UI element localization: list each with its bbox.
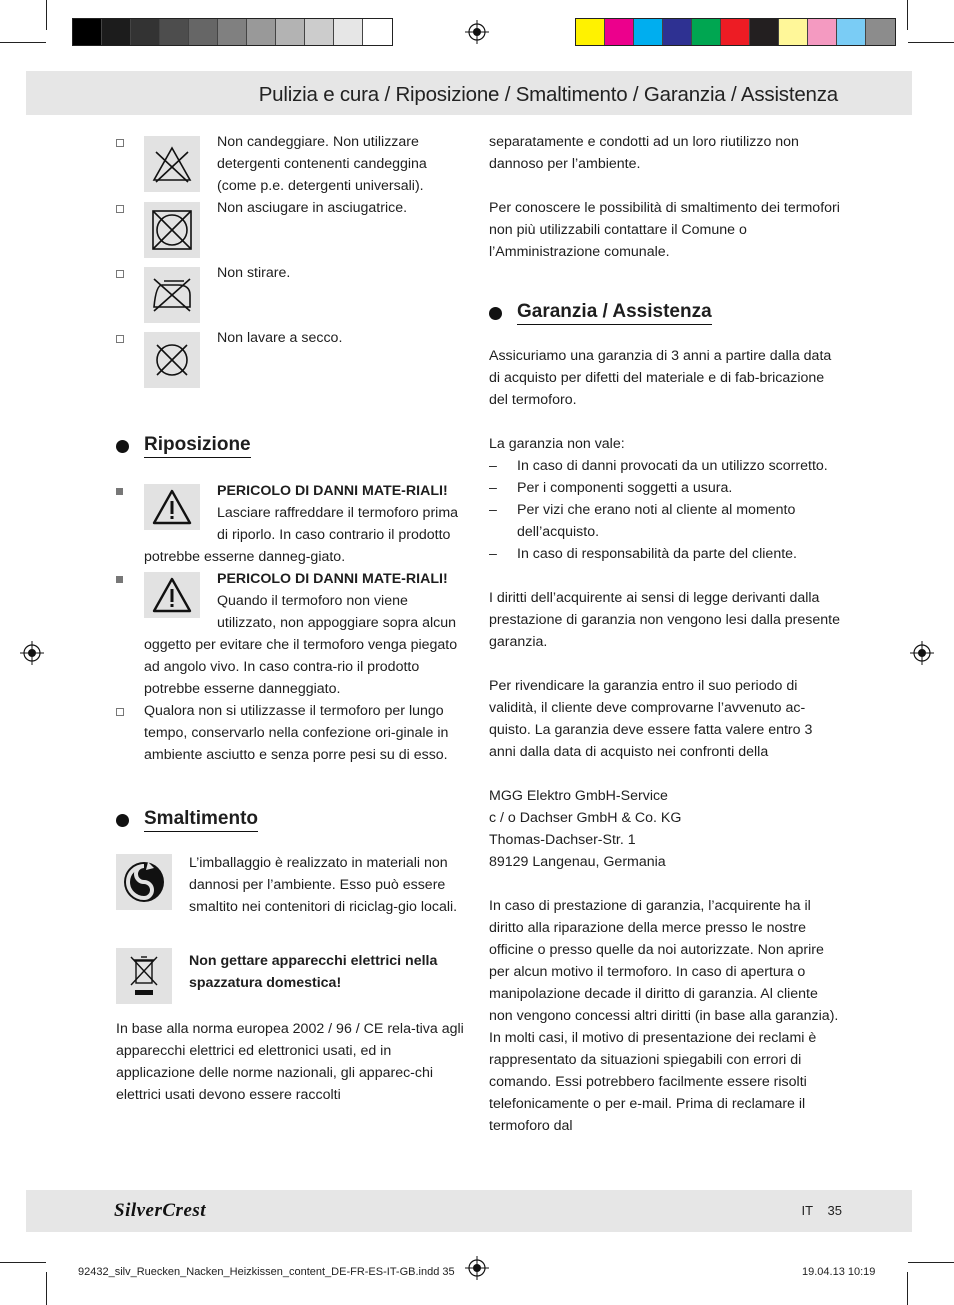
list-item-text: In caso di responsabilità da parte del cliente. bbox=[517, 546, 797, 562]
color-swatch bbox=[102, 19, 131, 45]
warning-body: Quando il termoforo non viene utilizzato, non appoggiare sopra alcun oggetto per evitare che il termoforo venga piegato ad angolo vivo. In caso contra-rio il prodotto potrebbe esserne danneggiato. bbox=[144, 593, 458, 697]
packaging-item bbox=[116, 852, 468, 944]
color-swatch bbox=[363, 19, 392, 45]
weee-warning-label: Non gettare apparecchi elettrici nella spazzatura domestica! bbox=[189, 953, 438, 991]
list-item bbox=[489, 477, 841, 499]
crop-mark bbox=[907, 0, 908, 30]
crossed-bin-icon bbox=[116, 948, 172, 1004]
color-swatch bbox=[837, 19, 866, 45]
color-swatch bbox=[131, 19, 160, 45]
address-line: 89129 Langenau, Germania bbox=[489, 854, 666, 870]
left-column bbox=[116, 131, 468, 1106]
section-bullet-icon bbox=[116, 814, 129, 827]
care-item bbox=[116, 327, 468, 392]
color-swatch bbox=[779, 19, 808, 45]
section-bullet-icon bbox=[116, 440, 129, 453]
dash-bullet: – bbox=[489, 458, 497, 474]
silvercrest-logo: SilverCrest bbox=[114, 1200, 207, 1221]
color-swatch bbox=[576, 19, 605, 45]
color-swatch bbox=[73, 19, 102, 45]
color-swatch bbox=[276, 19, 305, 45]
color-swatch bbox=[605, 19, 634, 45]
no-bleach-icon bbox=[144, 136, 200, 192]
warning-label: PERICOLO DI DANNI MATE-RIALI! bbox=[217, 571, 448, 587]
disposal-info-text: Per conoscere le possibilità di smaltimento dei termofori non più utilizzabili contattare il Comune o l’Amministrazione comunale. bbox=[489, 200, 840, 260]
care-text: Non asciugare in asciugatrice. bbox=[217, 200, 408, 216]
note-text: Qualora non si utilizzasse il termoforo per lungo tempo, conservarlo nella confezione ori-ginale in ambiente asciutto e senza porre pesi su di esso. bbox=[144, 703, 449, 763]
color-swatch bbox=[808, 19, 837, 45]
care-text: Non stirare. bbox=[217, 265, 291, 281]
disposal-continued-text: separatamente e condotti ad un loro riutilizzo non dannoso per l’ambiente. bbox=[489, 134, 799, 172]
section-title: Garanzia / Assistenza bbox=[517, 299, 712, 325]
crop-mark bbox=[46, 1272, 47, 1305]
no-iron-icon bbox=[144, 267, 200, 323]
color-swatch bbox=[334, 19, 363, 45]
grayscale-swatch-bar bbox=[72, 18, 393, 46]
section-title: Riposizione bbox=[144, 432, 251, 458]
filled-bullet-icon bbox=[116, 576, 123, 583]
list-item-text: Per vizi che erano noti al cliente al momento dell’acquisto. bbox=[517, 502, 796, 540]
care-text: Non lavare a secco. bbox=[217, 330, 343, 346]
warning-body: Lasciare raffreddare il termoforo prima di riporlo. In caso contrario il prodotto potrebbe esserne danneg-giato. bbox=[144, 505, 459, 565]
checkbox-bullet-icon bbox=[116, 139, 124, 147]
page-header bbox=[26, 71, 912, 115]
no-tumble-dry-icon bbox=[144, 202, 200, 258]
care-item bbox=[116, 197, 468, 262]
address-line: Thomas-Dachser-Str. 1 bbox=[489, 832, 636, 848]
section-heading-riposizione bbox=[116, 432, 468, 460]
warranty-repair-text: In caso di prestazione di garanzia, l’acquirente ha il diritto alla riparazione della merce presso le nostre officine o presso quelle da noi autorizzate. Non aprire per alcun motivo il termoforo. In caso di apertura o manipolazione decade il diritto di garanzia. Al cliente non vengono concessi altri diritti (in base alla garanzia). In molti casi, il motivo di presentazione dei reclami è rappresentato da situazioni spiegabili con errori di comando. Essi potrebbero facilmente essere risolti telefonicamente o per e-mail. Prima di reclamare il termoforo dal bbox=[489, 898, 839, 1134]
warning-item bbox=[116, 480, 468, 568]
dash-bullet: – bbox=[489, 502, 497, 518]
section-heading-smaltimento bbox=[116, 806, 468, 834]
warning-label: PERICOLO DI DANNI MATE-RIALI! bbox=[217, 483, 448, 499]
section-bullet-icon bbox=[489, 307, 502, 320]
warning-item bbox=[116, 568, 468, 700]
dash-bullet: – bbox=[489, 546, 497, 562]
warranty-rights-text: I diritti dell’acquirente ai sensi di legge derivanti dalla prestazione di garanzia non vengono lesi dalla presente garanzia. bbox=[489, 590, 840, 650]
checkbox-bullet-icon bbox=[116, 335, 124, 343]
crop-mark bbox=[0, 42, 46, 43]
color-swatch bbox=[721, 19, 750, 45]
registration-mark-icon bbox=[465, 20, 489, 44]
note-item bbox=[116, 700, 468, 766]
care-text: Non candeggiare. Non utilizzare detergenti contenenti candeggina (come p.e. detergenti universali). bbox=[217, 134, 427, 194]
color-swatch-bar bbox=[575, 18, 896, 46]
color-swatch bbox=[634, 19, 663, 45]
page-footer bbox=[26, 1190, 912, 1232]
crop-mark bbox=[908, 42, 954, 43]
checkbox-bullet-icon bbox=[116, 205, 124, 213]
print-slug-date: 19.04.13 10:19 bbox=[802, 1266, 876, 1278]
color-swatch bbox=[218, 19, 247, 45]
list-item-text: In caso di danni provocati da un utilizzo scorretto. bbox=[517, 458, 828, 474]
print-slug-file: 92432_silv_Ruecken_Nacken_Heizkissen_content_DE-FR-ES-IT-GB.indd 35 bbox=[78, 1266, 455, 1278]
language-code: IT bbox=[801, 1203, 814, 1218]
color-swatch bbox=[247, 19, 276, 45]
color-swatch bbox=[750, 19, 779, 45]
registration-mark-icon bbox=[910, 641, 934, 665]
crop-mark bbox=[908, 1262, 954, 1263]
registration-mark-icon bbox=[465, 1256, 489, 1280]
checkbox-bullet-icon bbox=[116, 708, 124, 716]
page-title: Pulizia e cura / Riposizione / Smaltimento / Garanzia / Assistenza bbox=[258, 83, 838, 106]
warning-triangle-icon bbox=[144, 572, 200, 618]
list-item bbox=[489, 455, 841, 477]
color-swatch bbox=[160, 19, 189, 45]
no-dry-clean-icon bbox=[144, 332, 200, 388]
color-swatch bbox=[866, 19, 895, 45]
checkbox-bullet-icon bbox=[116, 270, 124, 278]
color-swatch bbox=[692, 19, 721, 45]
address-line: MGG Elektro GmbH-Service bbox=[489, 788, 668, 804]
color-swatch bbox=[305, 19, 334, 45]
list-item bbox=[489, 499, 841, 543]
page-number-value: 35 bbox=[827, 1203, 842, 1218]
crop-mark bbox=[46, 0, 47, 30]
care-item bbox=[116, 262, 468, 327]
crop-mark bbox=[907, 1272, 908, 1305]
color-swatch bbox=[189, 19, 218, 45]
address-line: c / o Dachser GmbH & Co. KG bbox=[489, 810, 682, 826]
warning-triangle-icon bbox=[144, 484, 200, 530]
warranty-not-valid-label: La garanzia non vale: bbox=[489, 436, 625, 452]
warranty-claim-text: Per rivendicare la garanzia entro il suo periodo di validità, il cliente deve comprovarne l’avvenuto ac-quisto. La garanzia deve essere fatta valere entro 3 anni dalla data di acquisto nei confronti della bbox=[489, 678, 813, 760]
right-column bbox=[489, 131, 841, 1137]
section-heading-garanzia bbox=[489, 299, 841, 327]
list-item-text: Per i componenti soggetti a usura. bbox=[517, 480, 733, 496]
registration-mark-icon bbox=[20, 641, 44, 665]
list-item bbox=[489, 543, 841, 565]
packaging-text: L’imballaggio è realizzato in materiali non dannosi per l’ambiente. Esso può essere smaltito nei contenitori di riciclag-gio locali. bbox=[189, 855, 458, 915]
dash-bullet: – bbox=[489, 480, 497, 496]
directive-text: In base alla norma europea 2002 / 96 / CE rela-tiva agli apparecchi elettrici ed elettronici usati, ed in applicazione delle norme nazionali, gli apparec-chi elettrici usati devono essere raccolti bbox=[116, 1021, 464, 1103]
recycling-green-dot-icon bbox=[116, 854, 172, 910]
weee-warning bbox=[189, 944, 468, 994]
crop-mark bbox=[0, 1262, 46, 1263]
page-number bbox=[802, 1203, 842, 1218]
care-item bbox=[116, 131, 468, 197]
weee-item bbox=[116, 944, 468, 1016]
section-title: Smaltimento bbox=[144, 806, 258, 832]
filled-bullet-icon bbox=[116, 488, 123, 495]
warranty-intro-text: Assicuriamo una garanzia di 3 anni a partire dalla data di acquisto per difetti del materiale e di fab-bricazione del termoforo. bbox=[489, 348, 832, 408]
color-swatch bbox=[663, 19, 692, 45]
